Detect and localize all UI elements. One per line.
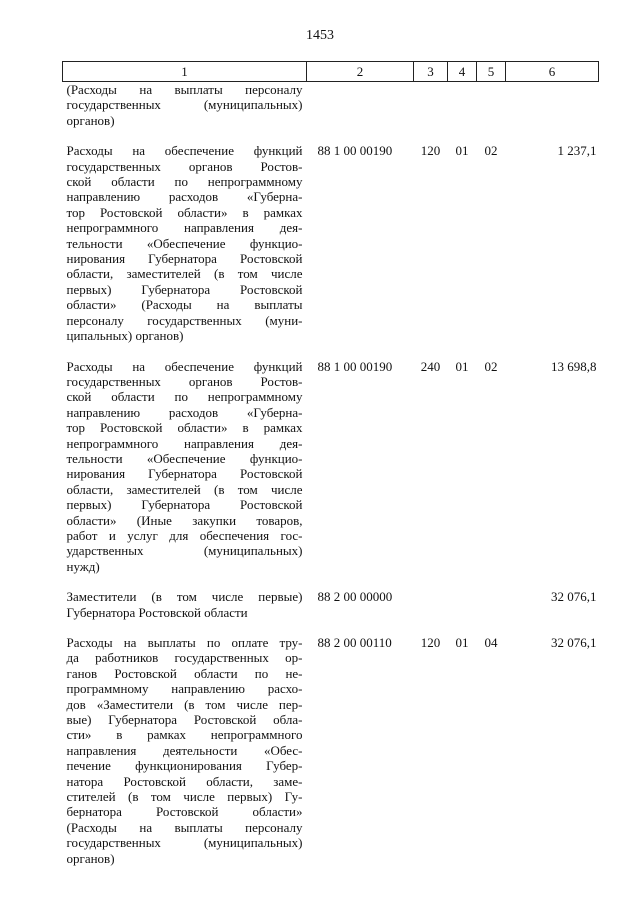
row-name-line: вые) Губернатора Ростовской обла- (66, 712, 303, 728)
row-kvr-cell: 120 (420, 635, 441, 650)
row-kvr-cell (414, 589, 448, 620)
row-name-line: направления деятельности «Обес- (66, 742, 303, 758)
row-name-line: области, заместителей (в том числе (66, 266, 303, 282)
spacer-cell (506, 620, 599, 635)
row-name-line: первых) Губернатора Ростовской (66, 497, 303, 513)
row-amount-cell: 13 698,8 (551, 358, 597, 374)
spacer-cell (63, 620, 307, 635)
header-col-1: 1 (63, 62, 307, 82)
row-kvr-cell: 120 (420, 143, 441, 159)
spacer-cell (448, 128, 477, 143)
row-subsection-cell: 04 (484, 635, 498, 650)
row-name-line: государственных органов Ростов- (66, 158, 303, 174)
row-name-cell (63, 143, 307, 343)
row-name-line: органов) (66, 112, 115, 128)
row-name-line: ударственных (муниципальных) (66, 543, 303, 559)
row-name-line: сти» в рамках непрограммного (66, 727, 303, 743)
row-name-line: тор Ростовской области» в рамках (66, 204, 303, 220)
spacer-cell (307, 128, 414, 143)
spacer-cell (63, 128, 307, 143)
row-name-line: непрограммного направления дея- (66, 220, 303, 236)
spacer-cell (307, 574, 414, 589)
row-name-line: государственных органов Ростов- (66, 373, 303, 389)
row-code-cell: 88 1 00 00190 (317, 143, 393, 159)
spacer-cell (506, 128, 599, 143)
spacer-cell (63, 344, 307, 359)
row-code-cell: 88 2 00 00000 (317, 589, 393, 605)
spacer-cell (477, 620, 506, 635)
row-spacer (63, 620, 599, 635)
row-name-line: ципальных) органов) (66, 328, 184, 344)
spacer-cell (307, 620, 414, 635)
spacer-cell (307, 344, 414, 359)
row-name-line: персоналу государственных (муни- (66, 312, 303, 328)
row-name-line: государственных (муниципальных) (66, 835, 303, 851)
table-header-row (63, 62, 599, 82)
header-col-4: 4 (448, 62, 477, 82)
table-row (63, 82, 599, 129)
row-amount-cell: 1 237,1 (557, 143, 597, 159)
spacer-cell (506, 574, 599, 589)
row-name-line: бернатора Ростовской области» (66, 804, 303, 820)
row-name-line: первых) Губернатора Ростовской (66, 281, 303, 297)
row-name-line: государственных (муниципальных) (66, 97, 303, 113)
row-code-cell (307, 82, 414, 129)
page-number: 1453 (306, 28, 334, 43)
row-name-cell (63, 589, 307, 620)
row-name-line: ской области по непрограммному (66, 389, 303, 405)
row-name-line: тельности «Обеспечение функцио- (66, 235, 303, 251)
header-col-2: 2 (307, 62, 414, 82)
row-name-line: Расходы на обеспечение функций (66, 143, 303, 159)
row-name-line: дов «Заместители (в том числе пер- (66, 696, 303, 712)
row-spacer (63, 128, 599, 143)
row-code-cell: 88 2 00 00110 (317, 635, 392, 650)
row-subsection-cell (477, 589, 506, 620)
row-name-line: ской области по непрограммному (66, 174, 303, 190)
row-name-line: тельности «Обеспечение функцио- (66, 450, 303, 466)
row-code-cell: 88 1 00 00190 (317, 358, 393, 374)
row-kvr-cell (414, 82, 448, 129)
row-amount-cell (506, 82, 599, 129)
row-name-line: Расходы на обеспечение функций (66, 358, 303, 374)
row-name-line: ганов Ростовской области по не- (66, 665, 303, 681)
row-section-cell (448, 589, 477, 620)
header-col-3: 3 (414, 62, 448, 82)
spacer-cell (477, 574, 506, 589)
row-section-cell: 01 (455, 143, 469, 159)
spacer-cell (477, 344, 506, 359)
header-col-5: 5 (477, 62, 506, 82)
spacer-cell (414, 344, 448, 359)
row-name-line: направлению расходов «Губерна- (66, 404, 303, 420)
row-subsection-cell: 02 (484, 143, 498, 159)
row-name-line: направлению расходов «Губерна- (66, 189, 303, 205)
row-name-cell (63, 82, 307, 129)
spacer-cell (477, 128, 506, 143)
row-section-cell: 01 (455, 635, 469, 650)
row-name-line: нирования Губернатора Ростовской (66, 251, 303, 267)
row-name-cell (63, 359, 307, 575)
row-amount-cell: 32 076,1 (551, 589, 597, 605)
row-name-line: Расходы на выплаты по оплате тру- (66, 635, 303, 650)
table-body (63, 82, 599, 867)
row-kvr-cell: 240 (420, 358, 441, 374)
spacer-cell (448, 620, 477, 635)
row-name-line: работ и услуг для обеспечения гос- (66, 527, 303, 543)
row-name-line: да работников государственных ор- (66, 650, 303, 666)
row-name-line: нирования Губернатора Ростовской (66, 466, 303, 482)
table-row (63, 359, 599, 575)
row-name-line: печение функционирования Губер- (66, 758, 303, 774)
table-row (63, 635, 599, 866)
row-name-line: области» (Иные закупки товаров, (66, 512, 303, 528)
row-amount-cell: 32 076,1 (551, 635, 597, 650)
row-name-line: (Расходы на выплаты персоналу (66, 819, 303, 835)
row-section-cell (448, 82, 477, 129)
spacer-cell (63, 574, 307, 589)
row-spacer (63, 574, 599, 589)
row-name-line: стителей (в том числе первых) Гу- (66, 789, 303, 805)
row-name-line: области, заместителей (в том числе (66, 481, 303, 497)
row-name-line: области» (Расходы на выплаты (66, 297, 303, 313)
row-name-line: Губернатора Ростовской области (66, 604, 248, 620)
row-subsection-cell: 02 (484, 358, 498, 374)
row-name-line: нужд) (66, 558, 100, 574)
spacer-cell (448, 344, 477, 359)
spacer-cell (414, 574, 448, 589)
spacer-cell (414, 128, 448, 143)
row-name-line: тор Ростовской области» в рамках (66, 420, 303, 436)
row-section-cell: 01 (455, 358, 469, 374)
row-name-line: натора Ростовской области, заме- (66, 773, 303, 789)
row-name-line: органов) (66, 850, 115, 866)
row-spacer (63, 344, 599, 359)
table-row (63, 589, 599, 620)
header-col-6: 6 (506, 62, 599, 82)
row-subsection-cell (477, 82, 506, 129)
row-name-line: программному направлению расхо- (66, 681, 303, 697)
spacer-cell (414, 620, 448, 635)
table-row (63, 143, 599, 343)
row-name-line: (Расходы на выплаты персоналу (66, 82, 303, 97)
row-name-line: Заместители (в том числе первые) (66, 589, 303, 605)
spacer-cell (448, 574, 477, 589)
row-name-line: непрограммного направления дея- (66, 435, 303, 451)
budget-table (62, 61, 599, 866)
spacer-cell (506, 344, 599, 359)
row-name-cell (63, 635, 307, 866)
